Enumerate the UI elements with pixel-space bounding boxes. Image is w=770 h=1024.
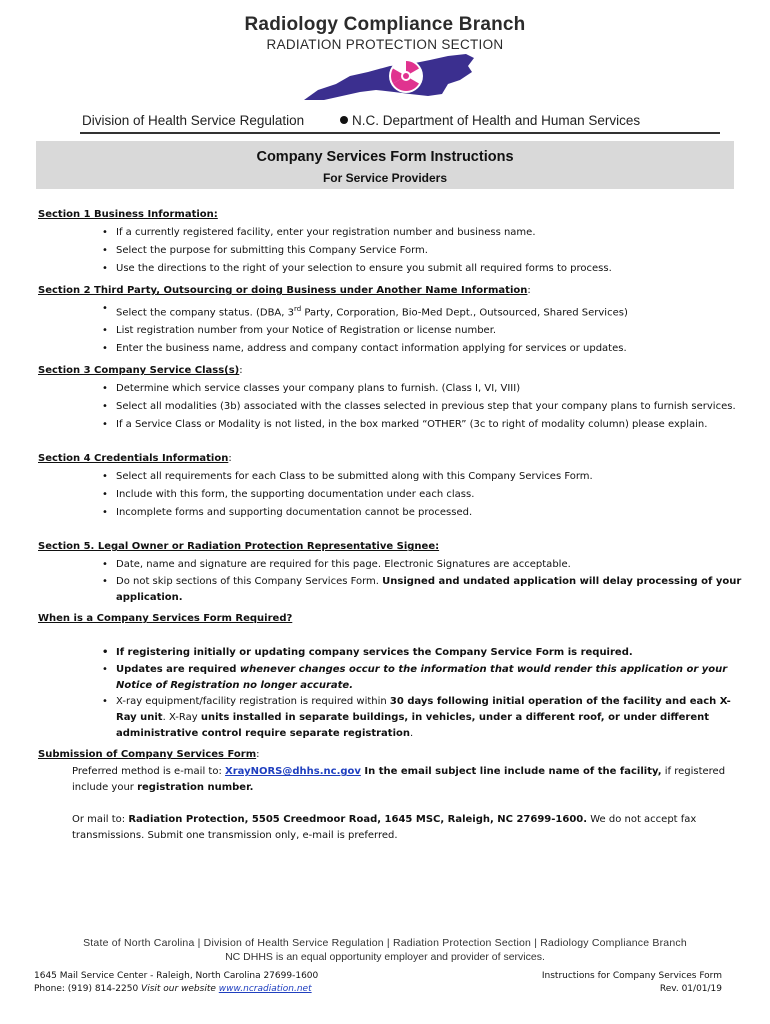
list-item: • Date, name and signature are required for this page. Electronic Signatures are acceptable.	[100, 556, 750, 574]
section-2-list	[100, 300, 750, 358]
list-item: • Select the purpose for submitting this Company Service Form.	[100, 242, 750, 260]
footer-revision: Rev. 01/01/19	[659, 984, 722, 994]
list-item	[100, 662, 750, 694]
item-bold-text: Unsigned and undated application will delay processing of your application.	[116, 576, 742, 604]
section-2-heading	[38, 282, 750, 300]
footer-agencies: State of North Carolina | Division of Health Service Regulation | Radiation Protection Section | Radiology Compliance Branch	[83, 937, 687, 949]
section-1-list	[100, 224, 750, 278]
item-bold-text: In the email subject line include name of the facility,	[360, 766, 662, 778]
submission-mail-paragraph	[72, 812, 750, 844]
when-required-list	[100, 644, 750, 742]
heading-colon: :	[527, 285, 531, 296]
section-3-heading	[38, 362, 750, 380]
list-item: • Select all requirements for each Class to be submitted along with this Company Services Form.	[100, 468, 750, 486]
form-title: Company Services Form Instructions	[256, 149, 514, 165]
department-label: N.C. Department of Health and Human Services	[352, 113, 641, 128]
section-4-list	[100, 468, 750, 522]
list-item: • If a Service Class or Modality is not listed, in the box marked “OTHER” (3c to right of modality column) please explain.	[100, 416, 750, 434]
section-4-heading	[38, 450, 750, 468]
heading-colon: :	[239, 365, 243, 377]
heading-colon: :	[228, 453, 232, 465]
item-text: .	[410, 728, 414, 740]
list-item: • Determine which service classes your company plans to furnish. (Class I, VI, VIII)	[100, 380, 750, 398]
list-item: • Incomplete forms and supporting documentation cannot be processed.	[100, 504, 750, 522]
when-required	[38, 610, 750, 742]
section-subtitle: RADIATION PROTECTION SECTION	[266, 37, 504, 52]
item-text: We do not accept fax transmissions. Submit one transmission only, e-mail is preferred.	[72, 814, 697, 842]
footer-visit-label: Visit our website	[141, 984, 219, 994]
form-title-banner	[36, 141, 734, 189]
item-bold-text: Updates are required	[116, 664, 240, 676]
section-3-list	[100, 380, 750, 434]
list-item	[100, 574, 750, 606]
item-text: Party, Corporation, Bio-Med Dept., Outsourced, Shared Services)	[301, 307, 628, 319]
item-text: X-ray equipment/facility registration is required within	[116, 696, 390, 708]
section-1	[38, 206, 750, 278]
section-5-list	[100, 556, 750, 606]
submission-email-paragraph	[72, 764, 750, 796]
section-3	[38, 362, 750, 434]
section-4-heading-text: Section 4 Credentials Information	[38, 453, 229, 465]
section-5-heading: Section 5. Legal Owner or Radiation Protection Representative Signee:	[38, 541, 440, 553]
item-text: if registered include your	[72, 766, 726, 794]
department-name	[340, 113, 640, 128]
footer-contact	[34, 970, 318, 996]
item-bold-text: units installed in separate buildings, in vehicles, under a different roof, or under different administrative control require separate registration	[116, 712, 710, 740]
when-required-heading: When is a Company Services Form Required?	[38, 613, 293, 625]
section-1-heading: Section 1 Business Information:	[38, 209, 218, 220]
list-item	[100, 694, 750, 742]
section-2	[38, 282, 750, 358]
list-item: • Use the directions to the right of your selection to ensure you submit all required forms to process.	[100, 260, 750, 278]
section-2-heading-text: Section 2 Third Party, Outsourcing or doing Business under Another Name Information	[38, 285, 528, 296]
list-item: • If registering initially or updating company services the Company Service Form is required.	[100, 644, 750, 662]
section-5	[38, 538, 750, 606]
section-4	[38, 450, 750, 522]
list-item: • Enter the business name, address and company contact information applying for services or updates.	[100, 340, 750, 358]
item-text: Or mail to:	[72, 814, 129, 826]
item-bold-italic-text: whenever changes occur to the information that would render this application or your Notice of Registration no longer accurate.	[116, 664, 728, 692]
list-item: • If a currently registered facility, enter your registration number and business name.	[100, 224, 750, 242]
list-item: • Include with this form, the supporting documentation under each class.	[100, 486, 750, 504]
item-text: . X-Ray	[162, 712, 201, 724]
submission-heading	[38, 746, 750, 764]
email-link[interactable]: XrayNORS@dhhs.nc.gov	[225, 766, 361, 778]
instructions-body	[38, 206, 750, 844]
form-subtitle: For Service Providers	[322, 171, 448, 185]
section-3-heading-text: Section 3 Company Service Class(s)	[38, 365, 240, 377]
list-item	[100, 300, 750, 322]
item-bold-text: registration number.	[137, 782, 254, 794]
heading-colon: :	[256, 749, 260, 761]
submission-heading-text: Submission of Company Services Form	[38, 749, 257, 761]
footer-doc-name: Instructions for Company Services Form	[541, 971, 722, 981]
list-item: • List registration number from your Notice of Registration or license number.	[100, 322, 750, 340]
footer-phone: Phone: (919) 814-2250	[34, 984, 142, 994]
mailing-address: Radiation Protection, 5505 Creedmoor Road, 1645 MSC, Raleigh, NC 27699-1600.	[128, 814, 588, 826]
bullet-dot-icon	[340, 116, 348, 124]
footer-eeo: NC DHHS is an equal opportunity employer and provider of services.	[225, 951, 545, 963]
nc-map-radiation-logo	[298, 50, 478, 106]
branch-title: Radiology Compliance Branch	[244, 14, 526, 35]
item-text: Do not skip sections of this Company Services Form.	[116, 576, 383, 588]
item-bold-text: 30 days following initial operation of the facility and each X-Ray unit	[116, 696, 731, 724]
footer-doc-info	[542, 970, 722, 996]
division-name: Division of Health Service Regulation	[82, 113, 305, 128]
submission	[38, 746, 750, 844]
footer-phone-line	[34, 983, 318, 996]
item-text: Select the company status. (DBA, 3	[116, 307, 294, 319]
header-divider	[80, 132, 720, 134]
website-link[interactable]: www.ncradiation.net	[218, 984, 312, 994]
list-item: • Select all modalities (3b) associated with the classes selected in previous step that your company plans to furnish services.	[100, 398, 750, 416]
superscript: rd	[294, 305, 302, 313]
footer-address: 1645 Mail Service Center - Raleigh, North Carolina 27699-1600	[34, 971, 319, 981]
item-text: Preferred method is e-mail to:	[72, 766, 225, 778]
